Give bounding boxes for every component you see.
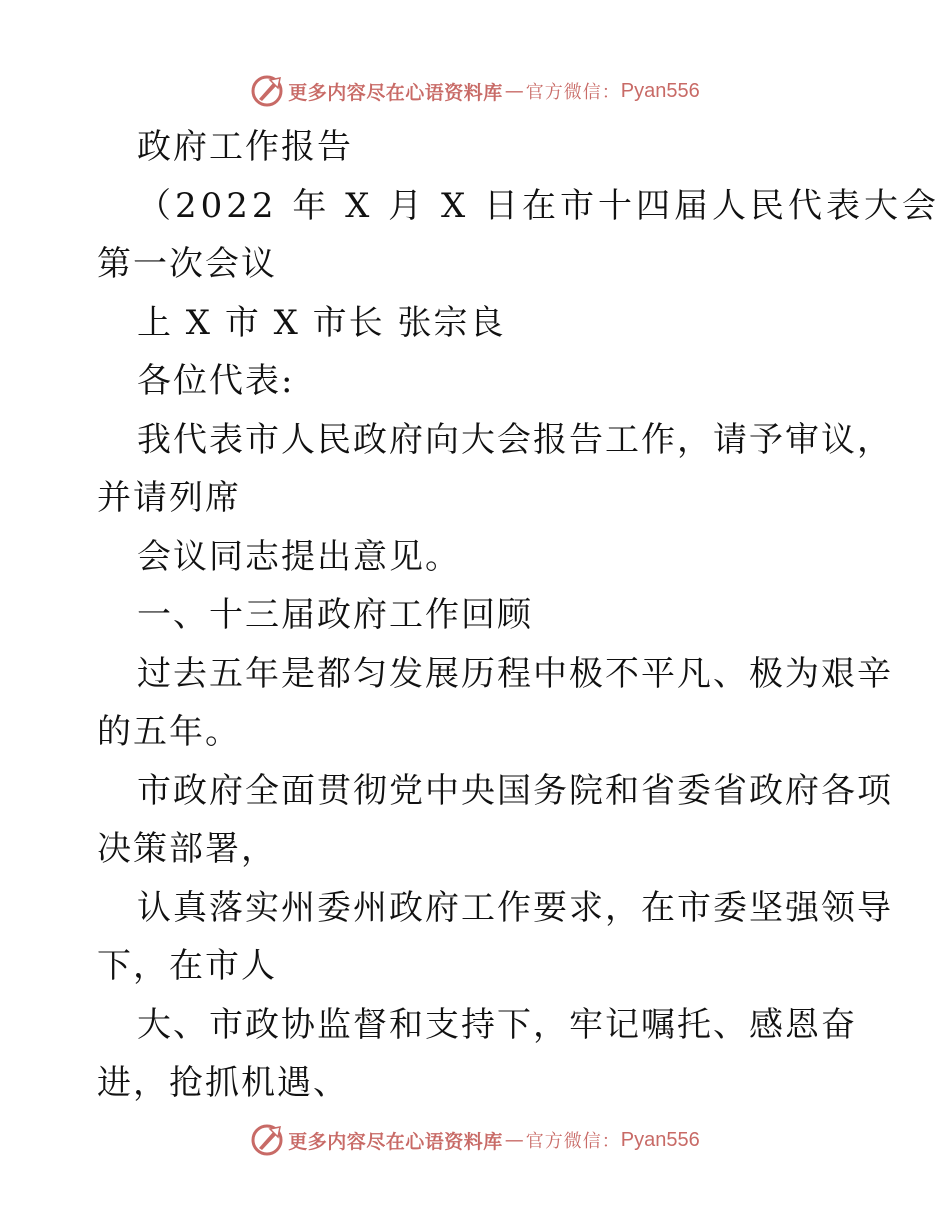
header-watermark — [0, 71, 950, 111]
speaker-line: 上 X 市 X 市长 张宗良 — [137, 302, 506, 343]
paragraph-line: 大、市政协监督和支持下，牢记嘱托、感恩奋 — [137, 1004, 857, 1045]
quill-pen-seal-icon — [250, 74, 284, 108]
salutation: 各位代表: — [137, 361, 295, 401]
watermark-brand: 更多内容尽在心语资料库 — [288, 81, 503, 104]
watermark-wechat-id: Pyan556 — [620, 1128, 700, 1151]
quill-pen-seal-icon — [250, 1123, 284, 1157]
watermark-separator: — — [504, 80, 524, 102]
footer-watermark — [0, 1120, 950, 1160]
paragraph-line: 认真落实州委州政府工作要求，在市委坚强领导 — [137, 887, 893, 928]
paragraph-line: 下，在市人 — [97, 946, 277, 986]
paragraph-line: 市政府全面贯彻党中央国务院和省委省政府各项 — [137, 770, 893, 811]
paragraph-line: 会议同志提出意见。 — [137, 536, 461, 577]
paragraph-line: 的五年。 — [97, 712, 241, 752]
paragraph-line: 决策部署， — [97, 829, 277, 869]
document-subtitle-line: （2022 年 X 月 X 日在市十四届人民代表大会 — [137, 185, 940, 226]
watermark-label: 官方微信： — [525, 82, 621, 103]
watermark-brand: 更多内容尽在心语资料库 — [288, 1130, 503, 1153]
document-subtitle-line: 第一次会议 — [97, 244, 277, 284]
paragraph-line: 进，抢抓机遇、 — [97, 1063, 349, 1103]
paragraph-line: 过去五年是都匀发展历程中极不平凡、极为艰辛 — [137, 653, 893, 694]
watermark-label: 官方微信： — [525, 1131, 621, 1152]
document-body — [97, 118, 940, 1113]
watermark-separator: — — [504, 1129, 524, 1151]
paragraph-line: 并请列席 — [97, 478, 241, 518]
section-heading: 一、十三届政府工作回顾 — [137, 595, 533, 635]
document-title: 政府工作报告 — [137, 127, 353, 167]
paragraph-line: 我代表市人民政府向大会报告工作，请予审议， — [137, 419, 893, 460]
watermark-wechat-id: Pyan556 — [620, 79, 700, 102]
